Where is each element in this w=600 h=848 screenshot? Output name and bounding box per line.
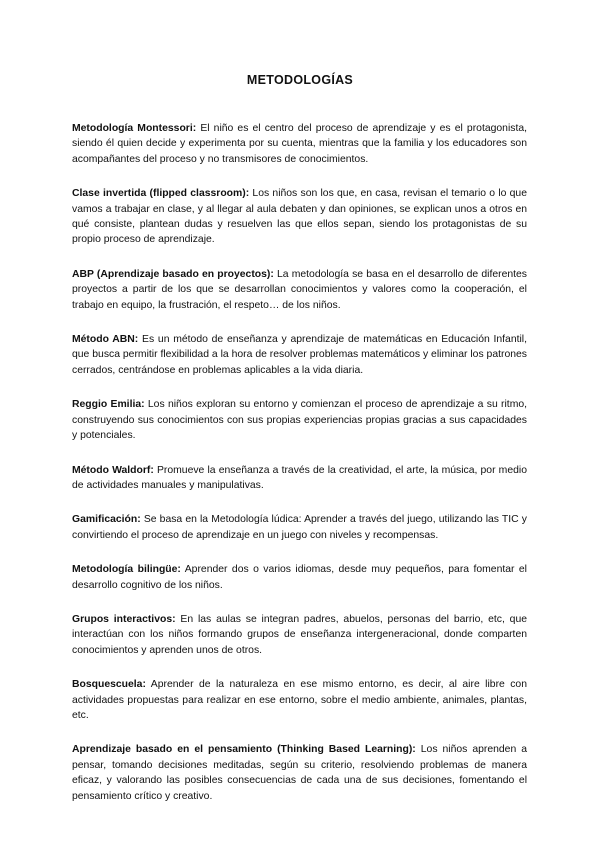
entry-text: Los niños son los que, en casa, revisan el temario o lo que vamos a trabajar en clase, y al llegar al aula debaten y dan opiniones, se explican unos a otros en qué consiste, plantean dudas y resuelven las que ellos sepan, siendo los protagonistas de su propio proceso de aprendizaje. — [72, 188, 527, 246]
entry-grupos-interactivos — [72, 612, 527, 658]
entry-text: Los niños aprenden a pensar, tomando decisiones meditadas, según su criterio, resolviendo problemas de manera eficaz, y valorando las posibles consecuencias de cada una de sus decisiones, fomentando el pensamiento crítico y creativo. — [72, 744, 527, 802]
entry-term: Clase invertida (flipped classroom): — [72, 188, 250, 200]
entry-term: Aprendizaje basado en el pensamiento (Thinking Based Learning): — [72, 744, 416, 756]
entry-bosquescuela — [72, 677, 527, 723]
entry-text: Se basa en la Metodología lúdica: Aprender a través del juego, utilizando las TIC y convirtiendo el proceso de aprendizaje en un juego con niveles y recompensas. — [72, 514, 527, 541]
entry-reggio-emilia — [72, 397, 527, 443]
entry-term: Bosquescuela: — [72, 679, 146, 691]
methodology-list — [72, 121, 527, 823]
entry-text: Promueve la enseñanza a través de la creatividad, el arte, la música, por medio de actividades manuales y manipulativas. — [72, 464, 527, 491]
entry-flipped-classroom — [72, 186, 527, 248]
entry-term: Reggio Emilia: — [72, 399, 145, 411]
entry-text: La metodología se basa en el desarrollo de diferentes proyectos a partir de los que se desarrollan conocimientos y valores como la cooperación, el trabajo en equipo, la frustración, el respeto… de los niños. — [72, 268, 527, 311]
entry-text: El niño es el centro del proceso de aprendizaje y es el protagonista, siendo él quien decide y experimenta por su cuenta, mientras que la familia y los educadores son acompañantes del proceso y no transmisores de conocimientos. — [72, 123, 527, 165]
entry-text: Es un método de enseñanza y aprendizaje de matemáticas en Educación Infantil, que busca permitir flexibilidad a la hora de resolver problemas matemáticos y eliminar los patrones cerrados, centrándose en problemas aplicables a la vida diaria. — [72, 334, 528, 376]
entry-thinking-based-learning — [72, 742, 527, 804]
entry-term: Gamificación: — [72, 514, 141, 526]
page-title: METODOLOGÍAS — [246, 73, 354, 87]
entry-abp — [72, 267, 527, 313]
entry-term: Metodología Montessori: — [72, 123, 197, 134]
entry-term: Método Waldorf: — [72, 464, 154, 476]
entry-text: Aprender de la naturaleza en ese mismo entorno, es decir, al aire libre con actividades propuestas para realizar en ese entorno, sobre el medio ambiente, animales, plantas, etc. — [72, 679, 527, 721]
entry-text: En las aulas se integran padres, abuelos, personas del barrio, etc, que interactúan con los niños formando grupos de enseñanza intergeneracional, donde comparten conocimientos y aprenden unos de otros. — [72, 613, 528, 656]
entry-term: Grupos interactivos: — [72, 613, 176, 625]
entry-term: Metodología bilingüe: — [72, 564, 181, 576]
entry-term: ABP (Aprendizaje basado en proyectos): — [72, 268, 274, 280]
entry-montessori — [72, 121, 527, 167]
entry-text: Aprender dos o varios idiomas, desde muy pequeños, para fomentar el desarrollo cognitivo de los niños. — [72, 564, 527, 591]
entry-gamificacion — [72, 512, 527, 543]
entry-term: Método ABN: — [72, 334, 139, 346]
entry-bilingue — [72, 562, 527, 593]
entry-text: Los niños exploran su entorno y comienzan el proceso de aprendizaje a su ritmo, construyendo sus conocimientos con sus propias experiencias propias gracias a sus capacidades y potenciales. — [72, 399, 528, 442]
entry-waldorf — [72, 463, 527, 494]
entry-abn — [72, 332, 527, 378]
